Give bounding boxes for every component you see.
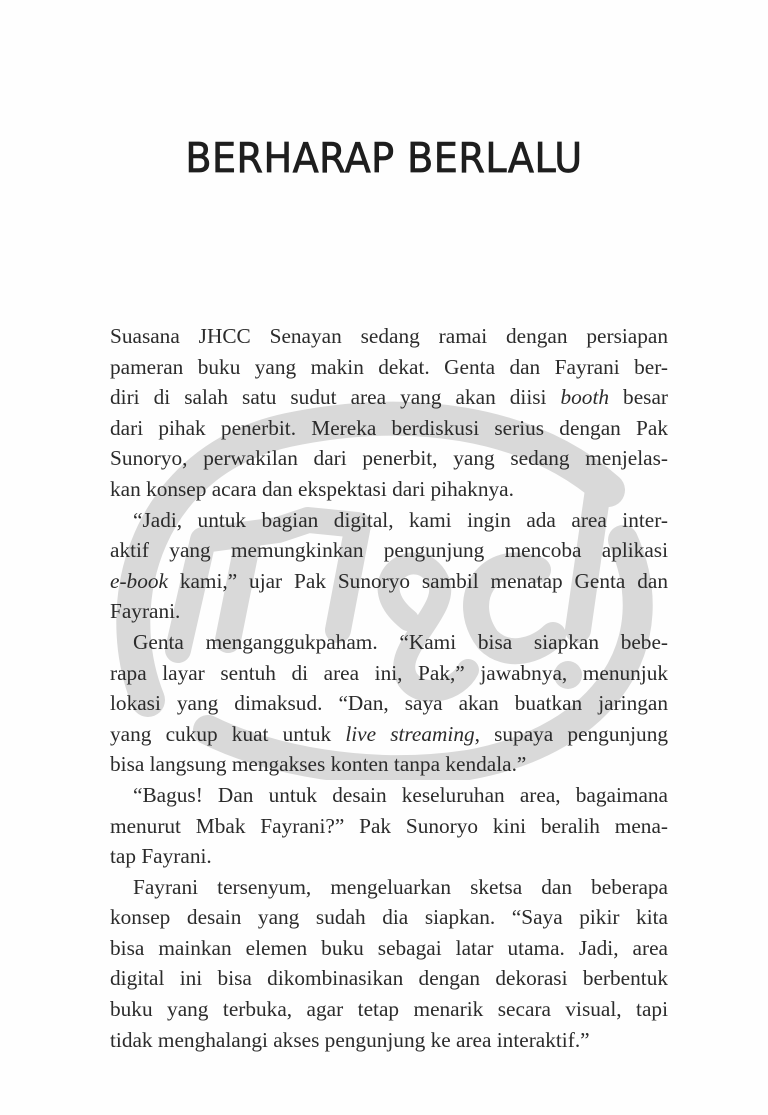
text-segment: lokasi yang dimaksud. “Dan, saya akan buatkan jaringan	[110, 691, 668, 716]
text-segment: tap Fayrani.	[110, 844, 212, 869]
text-segment: konsep desain yang sudah dia siapkan. “Saya pikir kita	[110, 905, 668, 930]
text-segment: yang cukup kuat untuk	[110, 721, 346, 746]
text-line	[110, 872, 668, 903]
text-segment: “Bagus! Dan untuk desain keseluruhan area, bagaimana	[133, 782, 668, 807]
text-line	[110, 505, 668, 536]
text-segment: “Jadi, untuk bagian digital, kami ingin ada area inter-	[133, 507, 668, 532]
paragraph	[110, 780, 668, 872]
text-line	[110, 811, 668, 842]
text-line	[110, 749, 668, 780]
text-segment: buku yang terbuka, agar tetap menarik secara visual, tapi	[110, 997, 668, 1022]
italic-term: booth	[560, 385, 610, 410]
chapter-title: BERHARAP BERLALU	[185, 134, 583, 182]
text-segment: Genta menganggukpaham. “Kami bisa siapkan bebe-	[133, 629, 668, 654]
text-segment: besar	[609, 385, 668, 410]
text-segment: Fayrani.	[110, 599, 181, 624]
text-line	[110, 688, 668, 719]
paragraph	[110, 872, 668, 1056]
text-line	[110, 963, 668, 994]
text-line	[110, 1025, 668, 1056]
text-line	[110, 719, 668, 750]
chapter-body	[110, 321, 668, 1055]
text-segment: pameran buku yang makin dekat. Genta dan Fayrani ber-	[110, 354, 668, 379]
paragraph	[110, 321, 668, 505]
text-line	[110, 596, 668, 627]
text-segment: , supaya pengunjung	[474, 721, 668, 746]
text-segment: kami,” ujar Pak Sunoryo sambil menatap Genta dan	[167, 568, 668, 593]
text-segment: Fayrani tersenyum, mengeluarkan sketsa dan beberapa	[133, 874, 668, 899]
text-segment: kan konsep acara dan ekspektasi dari pihaknya.	[110, 476, 514, 501]
text-line	[110, 994, 668, 1025]
text-segment: digital ini bisa dikombinasikan dengan dekorasi berbentuk	[110, 966, 668, 991]
text-segment: diri di salah satu sudut area yang akan diisi	[110, 385, 561, 410]
text-segment: Suasana JHCC Senayan sedang ramai dengan persiapan	[110, 324, 668, 348]
text-line	[110, 413, 668, 444]
italic-term: e-book	[110, 568, 168, 593]
text-segment: bisa langsung mengakses konten tanpa kendala.”	[110, 752, 527, 777]
text-line	[110, 658, 668, 689]
text-segment: Sunoryo, perwakilan dari penerbit, yang sedang menjelas-	[110, 446, 668, 471]
paragraph	[110, 627, 668, 780]
text-segment: aktif yang memungkinkan pengunjung mencoba aplikasi	[110, 538, 668, 563]
text-line	[110, 627, 668, 658]
text-line	[110, 841, 668, 872]
text-line	[110, 535, 668, 566]
paragraph	[110, 505, 668, 627]
text-line	[110, 780, 668, 811]
text-line	[110, 933, 668, 964]
text-segment: rapa layar sentuh di area ini, Pak,” jawabnya, menunjuk	[110, 660, 668, 685]
text-line	[110, 352, 668, 383]
text-segment: tidak menghalangi akses pengunjung ke area interaktif.”	[110, 1027, 590, 1052]
text-segment: bisa mainkan elemen buku sebagai latar utama. Jadi, area	[110, 935, 668, 960]
text-segment: menurut Mbak Fayrani?” Pak Sunoryo kini beralih mena-	[110, 813, 668, 838]
text-line	[110, 443, 668, 474]
text-line	[110, 321, 668, 352]
text-line	[110, 474, 668, 505]
italic-term: live streaming	[345, 721, 475, 746]
text-line	[110, 902, 668, 933]
text-line	[110, 566, 668, 597]
text-segment: dari pihak penerbit. Mereka berdiskusi serius dengan Pak	[110, 415, 668, 440]
text-line	[110, 382, 668, 413]
